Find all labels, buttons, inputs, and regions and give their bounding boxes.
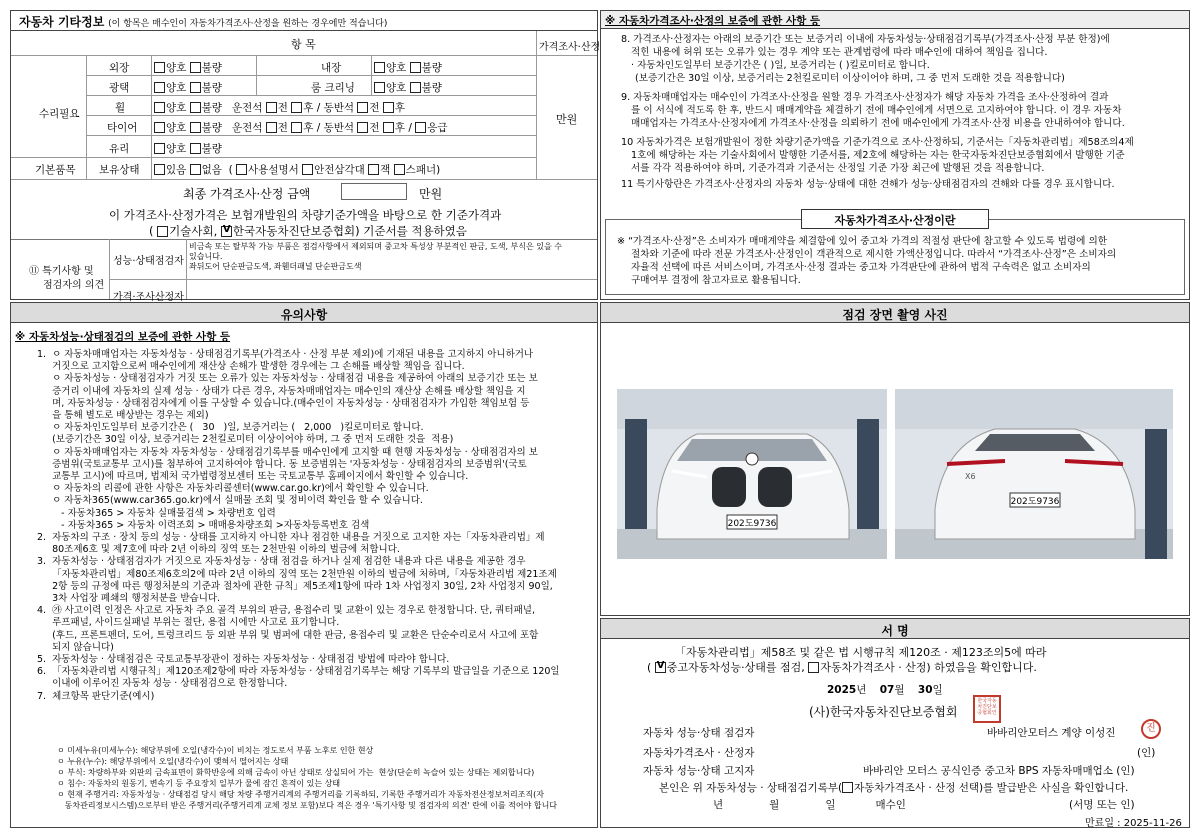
wheel-pass-front-checkbox[interactable]	[357, 102, 368, 113]
sign-row3-label: 자동차 성능·상태 고지자	[643, 765, 755, 777]
sign-row1-name: 바바리안모터스 계양 이성진	[987, 727, 1116, 739]
notes-list	[37, 349, 595, 703]
note-line: ㅇ 자동차매매업자는 자동차 자동차성능 · 상태점검기록부를 매수인에게 고지할 때 현행 자동차성능 · 상태점검자의 보	[37, 446, 538, 458]
sign-row2-label: 자동차가격조사 · 산정자	[643, 747, 755, 759]
room-good-checkbox[interactable]	[374, 82, 385, 93]
price-guarantee-title: ※ 자동차가격조사·산정의 보증에 관한 사항 등	[601, 11, 1189, 29]
note-line: 을 통해 별도로 배상받는 경우는 제외)	[37, 410, 209, 422]
note-line: 6. 「자동차관리법 시행규칙」제120조제2항에 따라 자동차성능 · 상태점검기록부는 해당 기록부의 발급일을 기준으로 120일	[37, 666, 560, 678]
sign-date: 2025년 07월 30일	[827, 684, 943, 696]
tech-society-checkbox[interactable]	[157, 226, 168, 237]
note-line: (보증기간은 30일 이상, 보증거리는 2천킬로미터 이상이어야 하며, 그 중 먼저 도래한 것을 적용)	[37, 434, 454, 446]
row-own-label: 보유상태	[99, 164, 140, 176]
light-options: 양호 불량	[154, 80, 222, 95]
rear-badge: X6	[965, 472, 976, 481]
note-line: 80조제6호 및 제7호에 따라 2년 이하의 징역 또는 2천만원 이하의 벌금에 처합니다.	[37, 544, 400, 556]
note-line: ㅇ 자동차의 리콜에 관한 사항은 자동차리콜센터(www.car.go.kr)에서 확인할 수 있습니다.	[37, 483, 429, 495]
row-room-label: 룸 크리닝	[311, 82, 355, 94]
col-item-header: 항 목	[291, 38, 316, 51]
note-line: 1. ㅇ 자동차매매업자는 자동차성능 · 상태점검기록부(가격조사 · 산정 부분 제외)에 기재된 내용을 고지하지 아니하거나	[37, 349, 534, 360]
criteria-line: ㅇ 누유(누수): 해당부위에서 오일(냉각수)이 맺혀서 떨어지는 상태	[57, 757, 289, 766]
criteria-line: ㅇ 미세누유(미세누수): 해당부위에 오일(냉각수)이 비치는 정도로서 부품 노후로 인한 현상	[57, 746, 374, 755]
criteria-line: 동차관리정보시스템)으로부터 받은 주행거리(주행거리계 교체 정보 포함)보다 적은 경우 '특기사항 및 점검자의 의견' 란에 이를 적어야 합니다	[57, 801, 558, 810]
inspector-seal: 진	[1141, 719, 1161, 739]
definition-title: 자동차가격조사·산정이란	[801, 209, 989, 229]
perf-check-checkbox[interactable]	[655, 662, 666, 673]
wheel-options: 양호 불량 운전석 전 후 / 동반석 전 후	[154, 100, 405, 115]
note-line: (후드, 프론트펜더, 도어, 트렁크리드 등 외판 부위 및 범퍼에 대한 판금, 용접수리 및 교환은 단순수리로서 사고에 포함	[37, 629, 539, 641]
kadi-checkbox[interactable]	[221, 226, 232, 237]
wheel-driver-front-checkbox[interactable]	[266, 102, 277, 113]
buyer-seal: (서명 또는 인)	[1069, 799, 1135, 811]
note-line: 교통부 고시)에 따르며, 법제처 국가법령정보센터 또는 국토교통부 홈페이지에서 확인할 수 있습니다.	[37, 471, 469, 483]
sign-row1-label: 자동차 성능·상태 점검자	[643, 727, 755, 739]
light-bad-checkbox[interactable]	[190, 82, 201, 93]
rear-plate: 202도9736	[1010, 497, 1060, 507]
note-line: 증범위(국토교통부 고시)를 첨부하여 고지하여야 합니다. 동 보증범위는 '자동차성능 · 상태점검자의 보증범위'(국토	[37, 458, 527, 470]
row-int-label: 내장	[321, 62, 342, 74]
row-wheel-label: 휠	[115, 102, 126, 114]
note-line: 며, 자동차성능 · 상태점검자에게 이를 구상할 수 있습니다.(매수인이 자동차성능 · 상태점검자가 가입한 책임보험 등	[37, 397, 530, 409]
rear-photo	[895, 389, 1173, 559]
note-line: 4. ㉮ 사고이력 인정은 사고로 자동차 주요 골격 부위의 판금, 용접수리 및 교환이 있는 경우로 한정합니다. 단, 쿼터패널,	[37, 605, 535, 617]
note-line: - 자동차365 > 자동차 이력조회 > 매매용차량조회 >자동차등록번호 검색	[37, 519, 370, 531]
int-bad-checkbox[interactable]	[410, 62, 421, 73]
glass-good-checkbox[interactable]	[154, 143, 165, 154]
sign-line-1: 「자동차관리법」제58조 및 같은 법 시행규칙 제120조 · 제123조의5에 따라	[675, 646, 1047, 659]
note-line: 거짓으로 고지함으로써 매수인에게 재산상 손해가 발생한 경우에는 그 손해를 배상할 책임을 집니다.	[37, 361, 465, 373]
sign-line-2: ( V중고자동차성능·상태를 점검, 자동차가격조사 · 산정) 하였음을 확인합니다.	[647, 659, 1037, 675]
sign-line-4: 본인은 위 자동차성능 · 상태점검기록부( 자동차가격조사 · 산정 선택)를 발급받은 사실을 확인합니다.	[659, 782, 1129, 794]
int-options: 양호 불량	[374, 60, 442, 75]
note-line: - 자동차365 > 자동차 실매물검색 > 차량번호 입력	[37, 507, 276, 519]
note-line: 2. 자동차의 구조 · 장치 등의 성능 · 상태를 고지하지 아니한 자나 점검한 내용을 거짓으로 고지한 자는「자동차관리법」제	[37, 532, 545, 544]
tire-driver-rear-checkbox[interactable]	[291, 122, 302, 133]
glass-options: 양호 불량	[154, 141, 222, 156]
sign-org: (사)한국자동차진단보증협회	[809, 705, 958, 719]
signature-panel	[600, 618, 1190, 828]
spanner-checkbox[interactable]	[394, 164, 405, 175]
other-info-header	[11, 11, 597, 31]
note-line: 증거리 이내에 자동차의 실제 성능 · 상태가 다른 경우, 자동차매매업자는 매수인의 재산상 손해를 배상할 책임을 지	[37, 385, 526, 397]
note-line: 5. 자동차성능 · 상태점검은 국토교통부장관이 정하는 자동차성능 · 상태점검 방법에 따라야 합니다.	[37, 654, 450, 666]
note-line: ㅇ 자동차365(www.car365.go.kr)에서 실매물 조회 및 정비이력 확인을 할 수 있습니다.	[37, 495, 423, 507]
note-line: 3차 사업장 폐쇄의 행정처분을 받습니다.	[37, 593, 221, 605]
ext-good-checkbox[interactable]	[154, 62, 165, 73]
note-line: 루프패널, 사이드실패널 부위는 절단, 용접 시에만 사고로 표기합니다.	[37, 617, 340, 629]
photo-panel	[600, 302, 1190, 616]
row-ext-label: 외장	[109, 62, 130, 74]
photo-title: 점검 장면 촬영 사진	[601, 303, 1189, 323]
wheel-pass-rear-checkbox[interactable]	[383, 102, 394, 113]
buyer-date: 년 월 일 매수인	[713, 799, 906, 811]
sign-row2-seal: (인)	[1137, 747, 1156, 759]
note-line: 7. 체크항목 판단기준(예시)	[37, 690, 155, 702]
ext-options: 양호 불량	[154, 60, 222, 75]
note-line: ㅇ 자동차성능 · 상태점검자가 거짓 또는 오류가 있는 자동차성능 · 상태점검 내용을 제공하여 아래의 보증기간 또는 보	[37, 373, 538, 385]
vehicle-other-info-panel	[10, 10, 601, 303]
note-line: 「자동차관리법」제80조제6호의2에 따라 2년 이하의 징역 또는 2천만원 이하의 벌금에 처하며,「자동차관리법 제21조제	[37, 568, 557, 580]
tire-emergency-checkbox[interactable]	[415, 122, 426, 133]
note-line: 되지 않습니다)	[37, 641, 114, 653]
special-title-2: 점검자의 의견	[43, 280, 105, 291]
expiry-date: 만료일 : 2025-11-26	[1085, 818, 1182, 829]
tire-options: 양호 불량 운전석 전 후 / 동반석 전 후 / 응급	[154, 120, 448, 135]
own-have-checkbox[interactable]	[154, 164, 165, 175]
signature-title: 서 명	[601, 619, 1189, 639]
note-line: 이내에 이루어진 자동차 성능 · 상태점검으로 한정합니다.	[37, 678, 288, 690]
room-options: 양호 불량	[374, 80, 442, 95]
row-tire-label: 타이어	[107, 122, 138, 134]
note-line: ㅇ 자동차인도일부터 보증기간은 ( 30 )일, 보증거리는 ( 2,000 )킬로미터로 합니다.	[37, 422, 424, 434]
note-line: 2항 등의 규정에 따른 행정처분의 기준과 절차에 관한 규칙」제5조제1항에 따라 1차 사업정지 30일, 2차 사업정지 90일,	[37, 580, 553, 592]
glass-bad-checkbox[interactable]	[190, 143, 201, 154]
ext-bad-checkbox[interactable]	[190, 62, 201, 73]
col-price-header: 가격조사·산정	[539, 42, 601, 53]
other-info-title: 자동차 기타정보	[19, 15, 105, 29]
wheel-driver-rear-checkbox[interactable]	[291, 102, 302, 113]
int-good-checkbox[interactable]	[374, 62, 385, 73]
other-info-subtitle: (이 항목은 매수인이 자동차가격조사·산정을 원하는 경우에만 적습니다)	[108, 19, 388, 29]
price-guarantee-panel	[600, 10, 1190, 300]
special-title-1: ⑪ 특기사항 및	[29, 266, 94, 277]
price-inspector-label: 가격·조사산정자	[113, 292, 184, 303]
jack-checkbox[interactable]	[368, 164, 379, 175]
basis-line-2: ( 기술사회, V 한국자동차진단보증협회) 기준서를 적용하였음	[149, 223, 467, 239]
note-line: 3. 자동차성능 · 상태점검자가 거짓으로 자동차성능 · 상태 점검을 하거나 실제 점검한 내용과 다른 내용을 제공한 경우	[37, 556, 526, 568]
tire-pass-front-checkbox[interactable]	[357, 122, 368, 133]
final-price-label: 최종 가격조사·산정 금액	[183, 187, 311, 201]
group-repair-label: 수리필요	[39, 108, 80, 120]
criteria-line: ㅇ 부식: 차량하부와 외판의 금속표면이 화학반응에 의해 금속이 아닌 상태로 상실되어 가는 현상(단순히 녹슬어 있는 상태는 제외합니다)	[57, 768, 535, 777]
front-photo	[617, 389, 887, 559]
basis-line-1: 이 가격조사·산정가격은 보험개발원의 차량기준가액을 바탕으로 한 기준가격과	[109, 208, 502, 222]
group-basic-label: 기본품목	[35, 164, 76, 176]
perf-inspector-label: 성능·상태점검자	[113, 256, 184, 267]
price-select-checkbox[interactable]	[842, 782, 853, 793]
triangle-checkbox[interactable]	[302, 164, 313, 175]
room-bad-checkbox[interactable]	[410, 82, 421, 93]
definition-text: ※ “가격조사·산정”은 소비자가 매매계약을 체결함에 있어 중고차 가격의 적절성 판단에 참고할 수 있도록 법령에 의한 절차와 기준에 따라 전문 가격조사·산정인이 객관적으로 제시한 가액산정입니다. 따라서 “가격조사·산정”은 소비자의 자율적 선택에 따른 서비스이며, 가격조사·산정 결과는 중고차 가격판단에 관하여 법적 구속력은 없고 소비자의 구매여부 결정에 참고자료로 활용됩니다.	[617, 236, 1117, 286]
price-check-checkbox[interactable]	[808, 662, 819, 673]
perf-note: 비금속 또는 탈부착 가능 부품은 점검사항에서 제외되며 중고차 특성상 부분적인 판금, 도색, 부식은 있을 수 있습니다. 좌뒤도어 단순판금도색, 좌휀더패널 단순판금도색	[189, 242, 562, 271]
association-stamp: 한국자동차진단보증협회인	[973, 695, 1001, 723]
own-options: 있음 없음 ( 사용설명서 안전삼각대 잭 스패너)	[154, 162, 440, 177]
wheel-good-checkbox[interactable]	[154, 102, 165, 113]
criteria-list	[57, 745, 595, 811]
manual-checkbox[interactable]	[236, 164, 247, 175]
price-unit: 만원	[556, 113, 578, 126]
tire-driver-front-checkbox[interactable]	[266, 122, 277, 133]
front-plate: 202도9736	[727, 519, 777, 529]
row-glass-label: 유리	[109, 143, 130, 155]
tire-good-checkbox[interactable]	[154, 122, 165, 133]
tire-bad-checkbox[interactable]	[190, 122, 201, 133]
notes-panel	[10, 302, 598, 828]
own-none-checkbox[interactable]	[190, 164, 201, 175]
price-guarantee-items: 8. 가격조사·산정자는 아래의 보증기간 또는 보증거리 이내에 자동차성능·상태점검기록부(가격조사·산정 부분 한정)에 적힌 내용에 허위 또는 오류가 있는 경우 계약 또는 관계법령에 따라 매수인에 대하여 책임을 집니다. · 자동차인도일부터 보증기간은 ( )일, 보증거리는 ( )킬로미터로 합니다. (보증기간은 30일 이상, 보증거리는 2천킬로미터 이상이어야 하며, 그 중 먼저 도래한 것을 적용합니다) 9. 자동차매매업자는 매수인이 가격조사·산정을 원할 경우 가격조사·산정자가 해당 자동차 가격을 조사·산정하여 결과 를 이 서식에 적도록 한 후, 반드시 매매계약을 체결하기 전에 매수인에게 서면으로 고지하여야 합니다. 이 경우 자동차 매매업자는 가격조사·산정자에게 가격조사·산정을 의뢰하기 전에 매수인에게 가격조사·산정 비용을 안내하여야 합니다. 10 자동차가격은 보험개발원이 정한 차량기준가액을 기준가격으로 조사·산정하되, 기준서는「자동차관리법」제58조의4제 1호에 해당하는 자는 기술사회에서 발행한 기준서를, 제2호에 해당하는 자는 한국자동차진단보증협회에서 발행한 기준 서를 각각 적용하여야 하며, 기준가격과 기준서는 산정일 기준 가장 최근에 발행된 것을 적용합니다. 11 특기사항란은 가격조사·산정자의 자동차 성능·상태에 대한 견해가 성능·상태점검자의 견해와 다를 경우 표시합니다.	[621, 34, 1134, 190]
notes-title: 유의사항	[11, 303, 597, 323]
final-price-unit: 만원	[419, 187, 443, 201]
sign-row3-name: 바바리안 모터스 공식인증 중고차 BPS 자동차매매업소 (인)	[863, 765, 1135, 777]
criteria-line: ㅇ 침수: 자동차의 원동기, 변속기 등 주요장치 일부가 물에 잠긴 흔적이 있는 상태	[57, 779, 341, 788]
criteria-line: ㅇ 현재 주행거리: 자동차성능 · 상태점검 당시 해당 차량 주행거리계의 주행거리를 기록하되, 기록한 주행거리가 자동차전산정보처리조직(자	[57, 790, 544, 799]
notes-section-title: ※ 자동차성능·상태점검의 보증에 관한 사항 등	[15, 331, 231, 343]
wheel-bad-checkbox[interactable]	[190, 102, 201, 113]
row-light-label: 광택	[109, 82, 130, 94]
tire-pass-rear-checkbox[interactable]	[383, 122, 394, 133]
final-price-input[interactable]	[341, 183, 407, 200]
light-good-checkbox[interactable]	[154, 82, 165, 93]
